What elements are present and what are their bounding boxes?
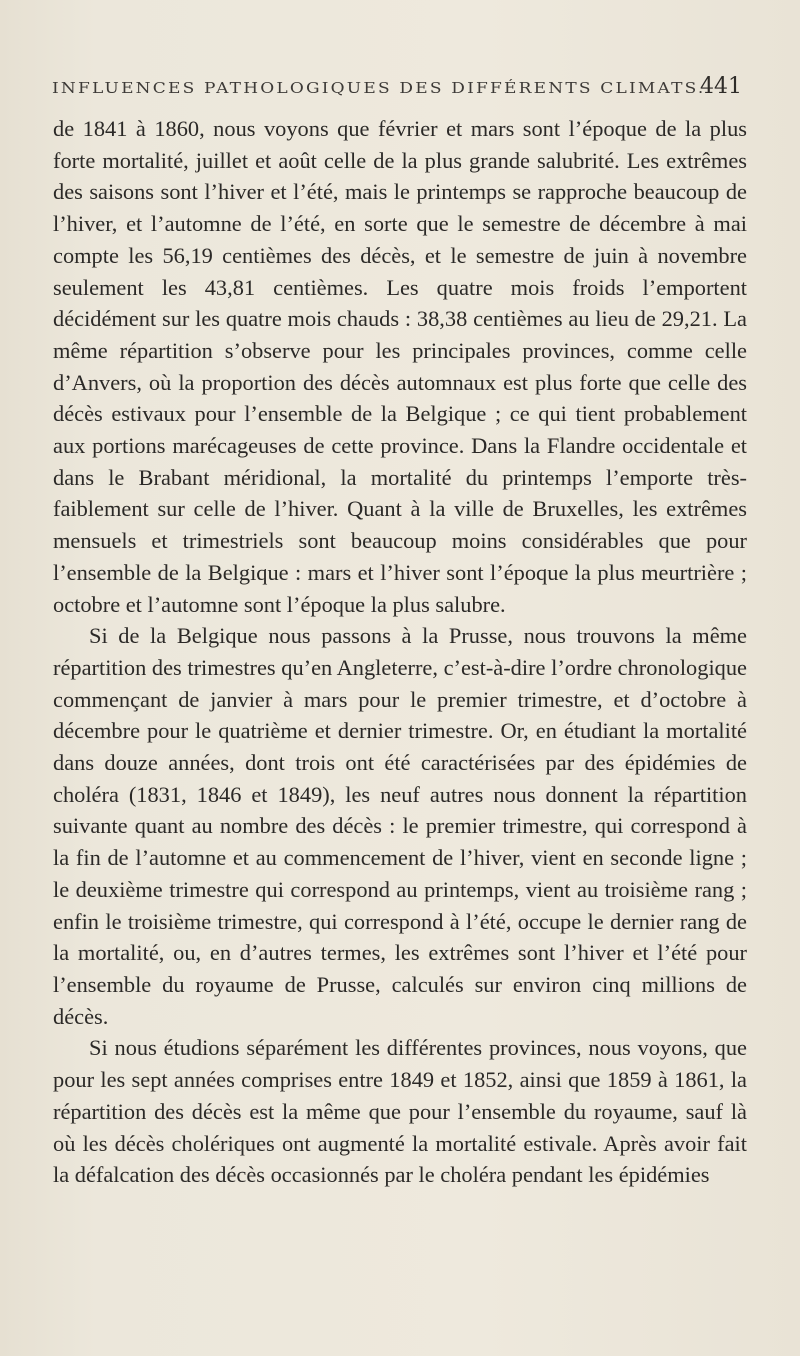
page-header xyxy=(52,74,742,108)
paragraph-continued: de 1841 à 1860, nous voyons que février et mars sont l’époque de la plus forte mortalité, juillet et août celle de la plus grande salubrité. Les extrêmes des saisons sont l’hiver et l’été, mais le printemps se rapproche beaucoup de l’hiver, et l’automne de l’été, en sorte que le semestre de décembre à mai compte les 56,19 centièmes des décès, et le semestre de juin à novembre seulement les 43,81 centièmes. Les quatre mois froids l’emportent décidément sur les quatre mois chauds : 38,38 centièmes au lieu de 29,21. La même répartition s’observe pour les principales provinces, comme celle d’Anvers, où la proportion des décès automnaux est plus forte que celle des décès estivaux pour l’ensemble de la Belgique ; ce qui tient probablement aux portions marécageuses de cette province. Dans la Flandre occidentale et dans le Brabant méridional, la mortalité du printemps l’emporte très-faiblement sur celle de l’hiver. Quant à la ville de Bruxelles, les extrêmes mensuels et trimestriels sont beaucoup moins considérables que pour l’ensemble de la Belgique : mars et l’hiver sont l’époque la plus meurtrière ; octobre et l’automne sont l’époque la plus salubre. xyxy=(53,116,747,617)
running-head: INFLUENCES PATHOLOGIQUES DES DIFFÉRENTS CLIMATS. xyxy=(52,80,706,98)
paragraph-prussia: Si de la Belgique nous passons à la Prusse, nous trouvons la même répartition des trimestres qu’en Angleterre, c’est-à-dire l’ordre chronologique commençant de janvier à mars pour le premier trimestre, et d’octobre à décembre pour le quatrième et dernier trimestre. Or, en étudiant la mortalité dans douze années, dont trois ont été caractérisées par des épidémies de choléra (1831, 1846 et 1849), les neuf autres nous donnent la répartition suivante quant au nombre des décès : le premier trimestre, qui correspond à la fin de l’automne et au commencement de l’hiver, vient en seconde ligne ; le deuxième trimestre qui correspond au printemps, vient au troisième rang ; enfin le troisième trimestre, qui correspond à l’été, occupe le dernier rang de la mortalité, ou, en d’autres termes, les extrêmes sont l’hiver et l’été pour l’ensemble du royaume de Prusse, calculés sur environ cinq millions de décès. xyxy=(53,623,747,1029)
paragraph-provinces: Si nous étudions séparément les différentes provinces, nous voyons, que pour les sept années comprises entre 1849 et 1852, ainsi que 1859 à 1861, la répartition des décès est la même que pour l’ensemble du royaume, sauf là où les décès cholériques ont augmenté la mortalité estivale. Après avoir fait la défalcation des décès occasionnés par le choléra pendant les épidémies xyxy=(53,1035,747,1188)
page-number: 441 xyxy=(700,74,742,99)
body-text xyxy=(53,113,747,1191)
